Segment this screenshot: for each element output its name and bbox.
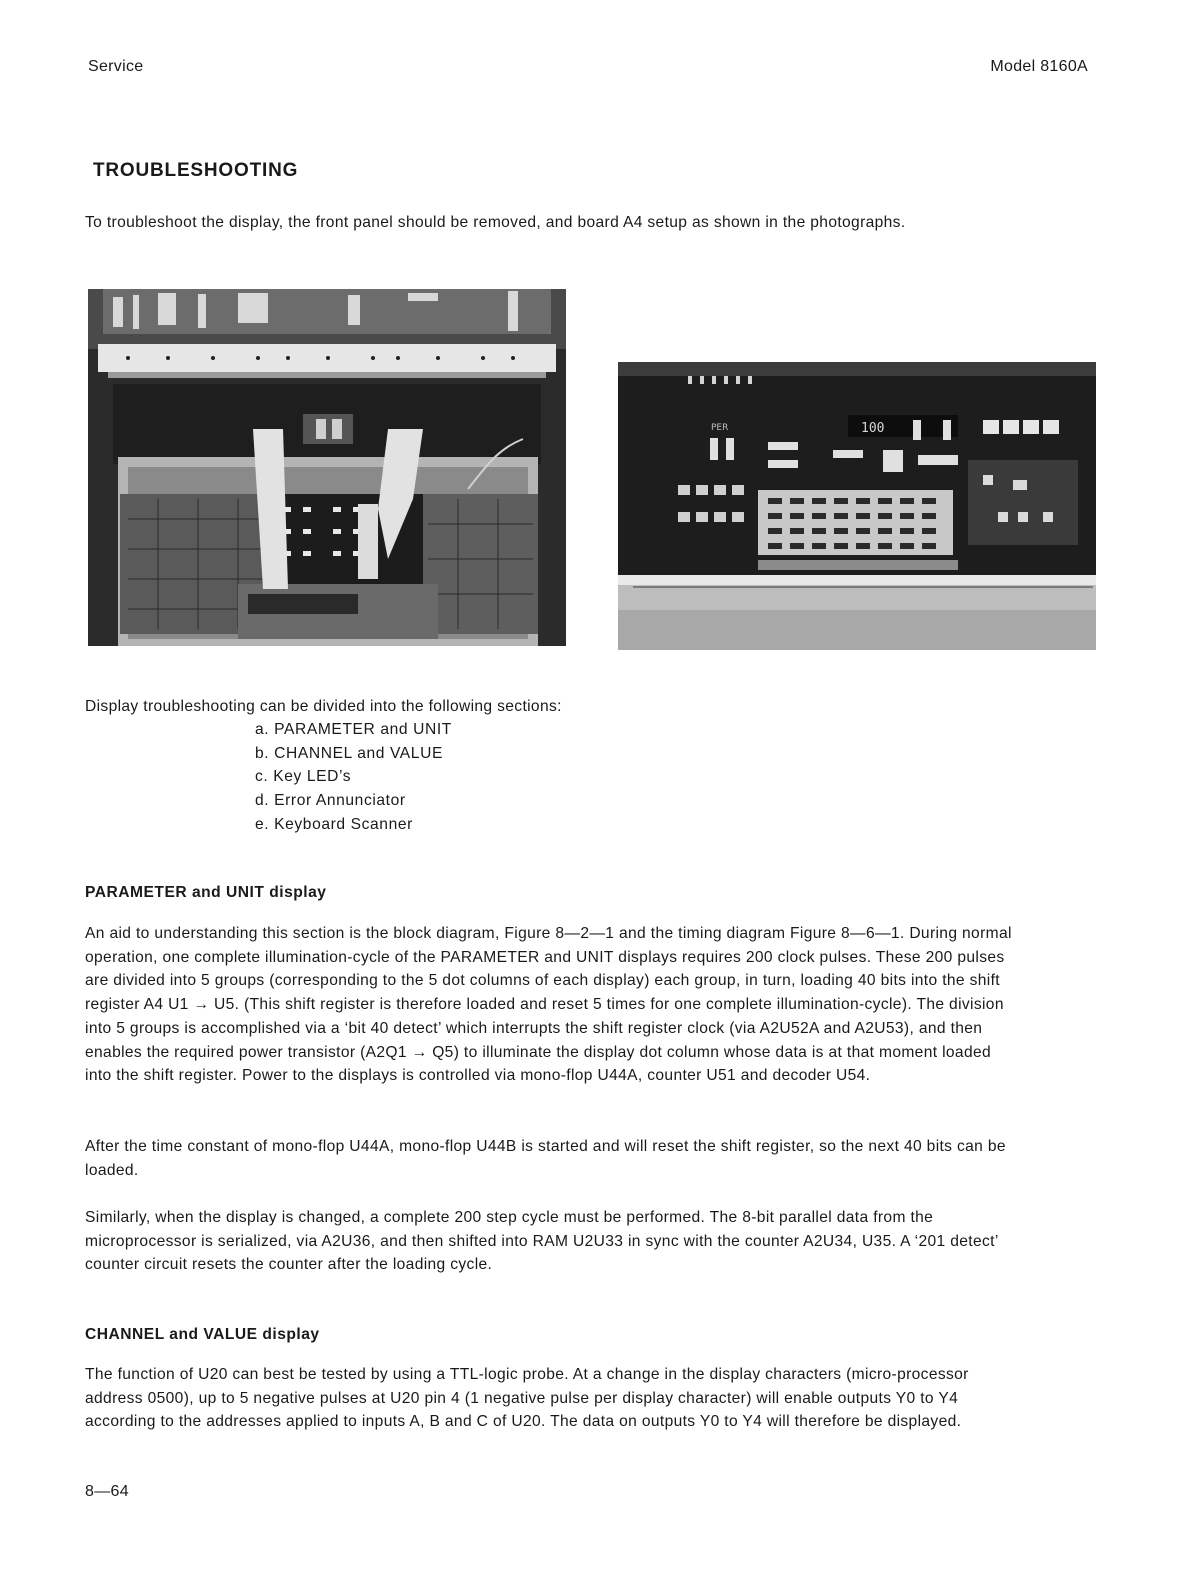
list-item: c. Key LED’s bbox=[255, 768, 352, 786]
section-title: TROUBLESHOOTING bbox=[93, 160, 299, 181]
list-item: a. PARAMETER and UNIT bbox=[255, 721, 452, 738]
photo-open-instrument bbox=[88, 289, 566, 646]
photo-front-panel-removed bbox=[618, 290, 1096, 650]
photo-panel-mark: PER bbox=[711, 423, 729, 433]
photo-display-readout: 100 bbox=[861, 421, 885, 436]
parameter-unit-paragraph-2: After the time constant of mono-flop U44A, mono-flop U44B is started and will reset the shift register, so the next 40 bits can be loaded. bbox=[85, 1138, 1006, 1179]
list-item: d. Error Annunciator bbox=[255, 792, 406, 810]
list-item: b. CHANNEL and VALUE bbox=[255, 744, 443, 762]
channel-value-paragraph: The function of U20 can best be tested by using a TTL-logic probe. At a change in the display characters (micro-processor address 0500), up to 5 negative pulses at U20 pin 4 (1 negative pulse per display character) will enable outputs Y0 to Y4 according to the addresses applied to inputs A, B and C of U20. The data on outputs Y0 to Y4 will therefore be displayed. bbox=[85, 1366, 969, 1431]
parameter-unit-paragraph-3: Similarly, when the display is changed, a complete 200 step cycle must be performed. The 8-bit parallel data from the microprocessor is serialized, via A2U36, and then shifted into RAM U2U33 in sync with the counter A2U34, U35. A ‘201 detect’ counter circuit resets the counter after the loading cycle. bbox=[85, 1209, 999, 1274]
parameter-unit-paragraph-1: An aid to understanding this section is the block diagram, Figure 8—2—1 and the timing diagram Figure 8—6—1. During normal operation, one complete illumination-cycle of the PARAMETER and UNIT displays requires 200 clock pulses. These 200 pulses are divided into 5 groups (corresponding to the 5 dot columns of each display) each group, in turn, loading 40 bits into the shift register A4 U1 → U5. (This shift register is therefore loaded and reset 5 times for one complete illumination-cycle). The division into 5 groups is accomplished via a ‘bit 40 detect’ which interrupts the shift register clock (via A2U52A and A2U53), and then enables the required power transistor (A2Q1 → Q5) to illuminate the display dot column whose data is at that moment loaded into the shift register. Power to the displays is controlled via mono-flop U44A, counter U51 and decoder U54. bbox=[85, 925, 1012, 1085]
sections-list bbox=[255, 718, 452, 837]
running-header-right: Model 8160A bbox=[990, 58, 1088, 75]
sections-intro: Display troubleshooting can be divided into the following sections: bbox=[85, 698, 562, 715]
intro-paragraph: To troubleshoot the display, the front panel should be removed, and board A4 setup as shown in the photographs. bbox=[85, 214, 906, 231]
parameter-unit-heading: PARAMETER and UNIT display bbox=[85, 884, 327, 901]
channel-value-heading: CHANNEL and VALUE display bbox=[85, 1326, 320, 1343]
running-header-left: Service bbox=[88, 58, 144, 75]
list-item: e. Keyboard Scanner bbox=[255, 815, 413, 833]
page-number: 8—64 bbox=[85, 1483, 129, 1500]
